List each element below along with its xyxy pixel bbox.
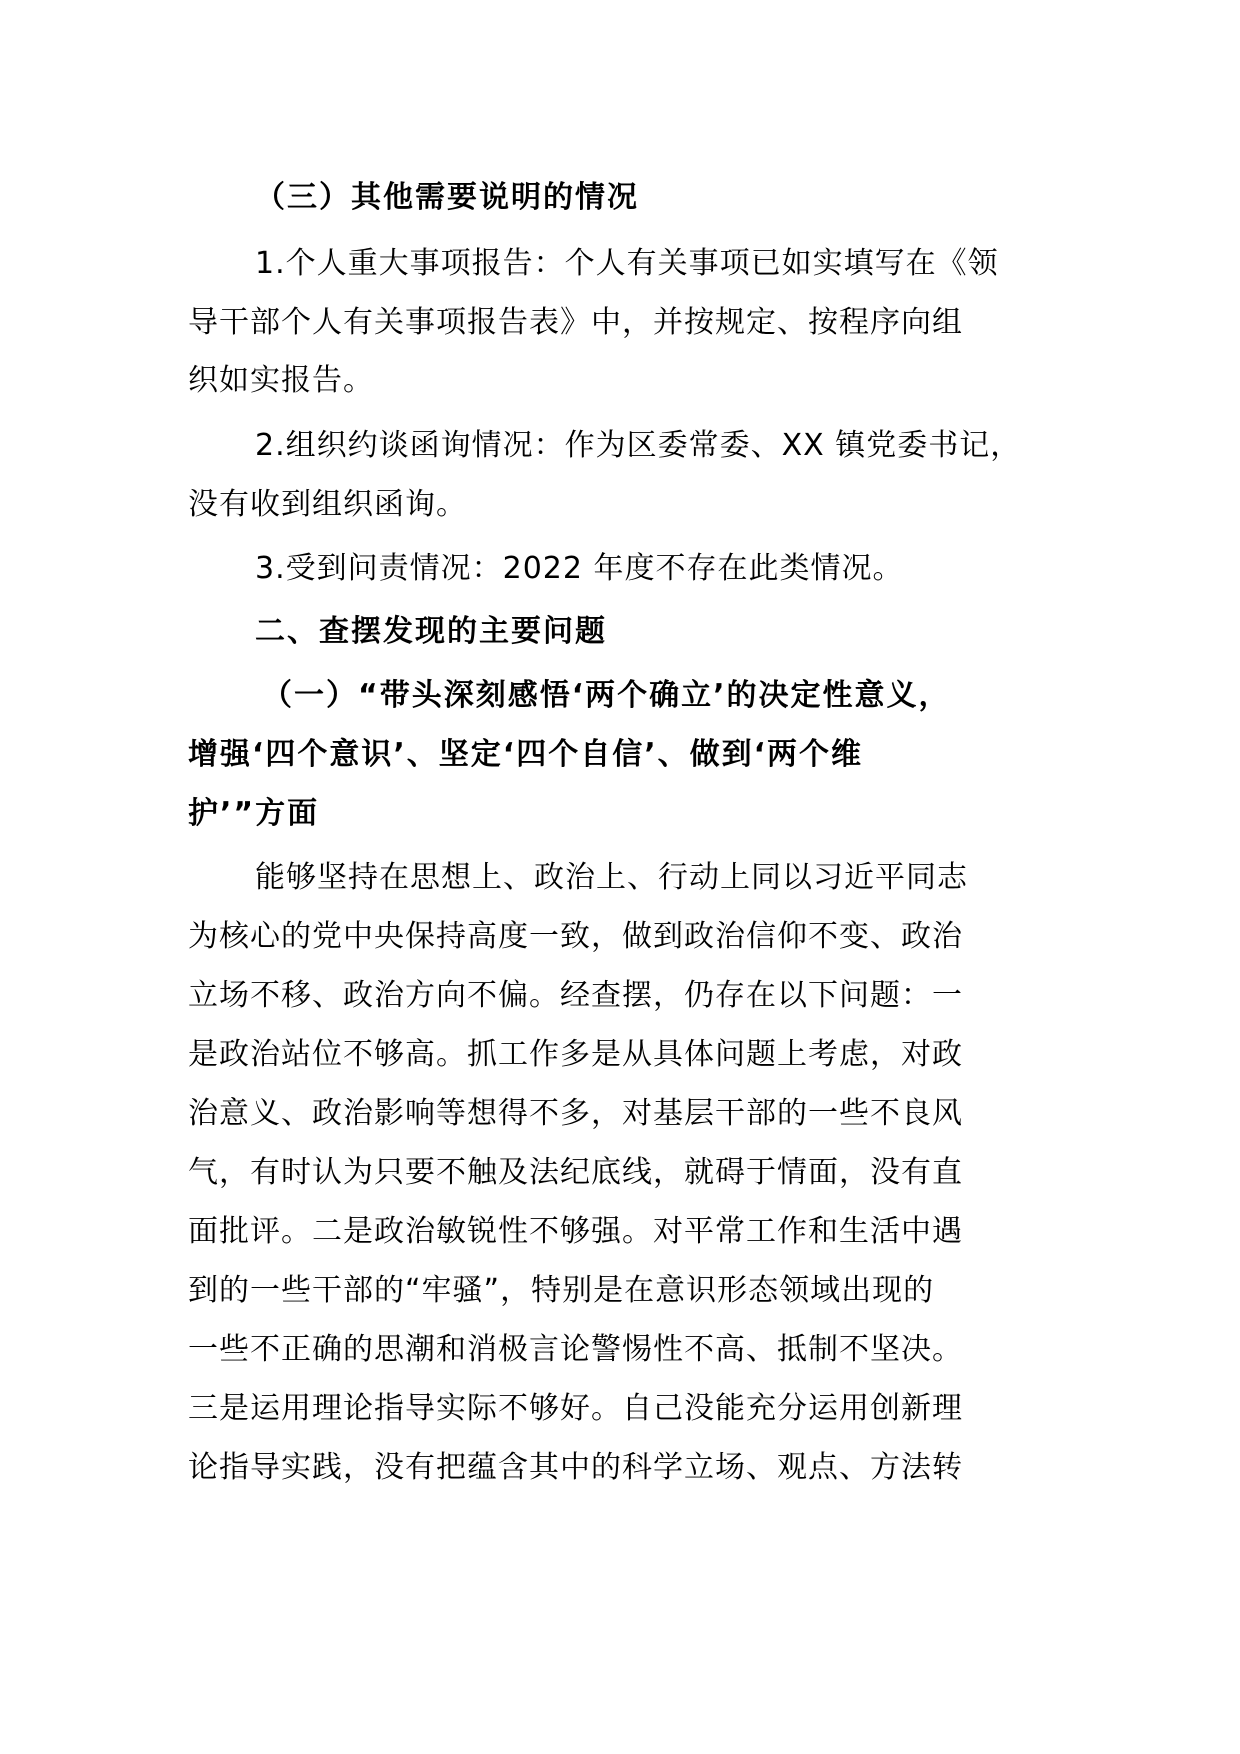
item1-line: 1.个人重大事项报告：个人有关事项已如实填写在《领 [255,246,999,281]
body-line: 面批评。二是政治敏锐性不够强。对平常工作和生活中遇 [188,1214,963,1249]
section2-heading: 二、查摆发现的主要问题 [255,614,607,649]
body-line: 到的一些干部的“牢骚”，特别是在意识形态领域出现的 [188,1273,935,1308]
item1-line: 织如实报告。 [188,363,374,398]
subsection1-heading-line: （一）“带头深刻感悟‘两个确立’的决定性意义， [262,678,951,713]
item2-line: 没有收到组织函询。 [188,487,467,522]
body-line: 是政治站位不够高。抓工作多是从具体问题上考虑，对政 [188,1037,963,1072]
body-line: 能够坚持在思想上、政治上、行动上同以习近平同志 [255,860,968,895]
item2-line: 2.组织约谈函询情况：作为区委常委、XX 镇党委书记， [255,428,1022,463]
body-line: 论指导实践，没有把蕴含其中的科学立场、观点、方法转 [188,1450,963,1485]
body-line: 一些不正确的思潮和消极言论警惕性不高、抵制不坚决。 [188,1332,963,1367]
body-line: 为核心的党中央保持高度一致，做到政治信仰不变、政治 [188,919,963,954]
body-line: 立场不移、政治方向不偏。经查摆，仍存在以下问题：一 [188,978,963,1013]
heading-other-situations: （三）其他需要说明的情况 [255,180,639,215]
subsection1-heading-line: 增强‘四个意识’、坚定‘四个自信’、做到‘两个维 [188,737,863,772]
body-line: 治意义、政治影响等想得不多，对基层干部的一些不良风 [188,1096,963,1131]
item3-line: 3.受到问责情况：2022 年度不存在此类情况。 [255,551,904,586]
body-line: 气，有时认为只要不触及法纪底线，就碍于情面，没有直 [188,1155,963,1190]
subsection1-heading-line: 护’”方面 [188,796,320,831]
item1-line: 导干部个人有关事项报告表》中，并按规定、按程序向组 [188,305,963,340]
body-line: 三是运用理论指导实际不够好。自己没能充分运用创新理 [188,1391,963,1426]
